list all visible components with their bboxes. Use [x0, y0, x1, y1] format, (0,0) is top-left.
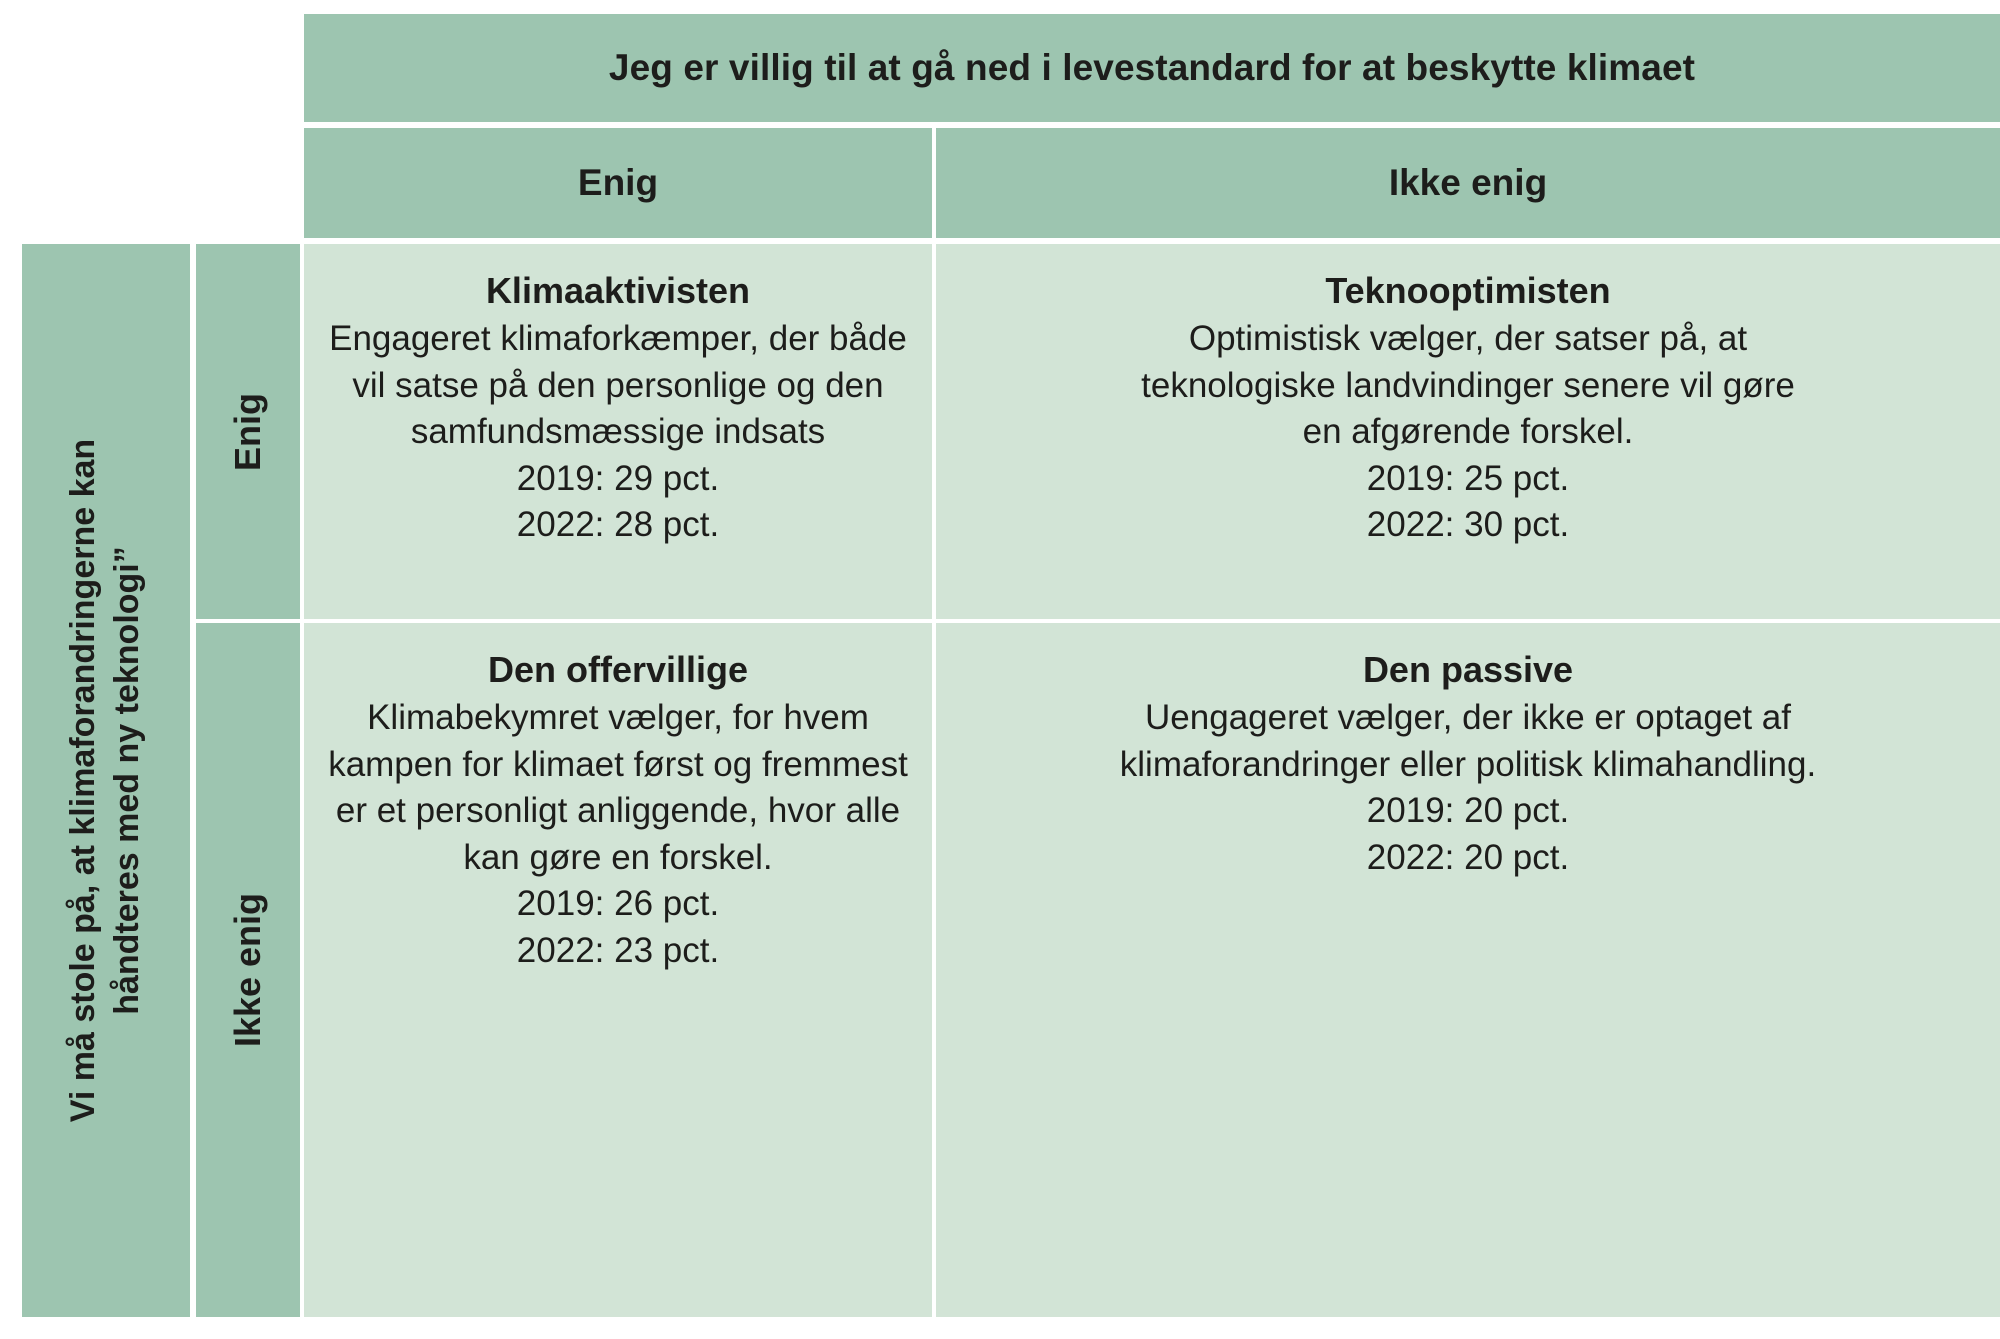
cell-title: Den offervillige: [487, 649, 749, 690]
cell-stat-2022: 2022: 23 pct.: [516, 930, 720, 970]
cell-stat-2019: 2019: 29 pct.: [516, 458, 720, 498]
matrix-cell-klimaaktivisten: [304, 244, 932, 619]
cell-description: Optimistisk vælger, der satser på, at teknologiske landvindinger senere vil gøre en afgørende forskel.: [1141, 319, 1795, 452]
row-header-ikke-enig-label: Ikke enig: [227, 892, 269, 1048]
cell-stat-2019: 2019: 25 pct.: [1366, 458, 1570, 498]
cell-stat-2022: 2022: 20 pct.: [1366, 837, 1570, 877]
row-header-enig-label: Enig: [227, 392, 268, 471]
row-axis-title: [22, 244, 190, 1317]
cell-title: Klimaaktivisten: [485, 270, 751, 311]
cell-description: Engageret klimaforkæmper, der både vil satse på den personlige og den samfundsmæssige indsats: [329, 319, 907, 452]
cell-description: Klimabekymret vælger, for hvem kampen for klimaet først og fremmest er et personligt anliggende, hvor alle kan gøre en forskel.: [328, 698, 908, 877]
column-header-ikke-enig-label: Ikke enig: [1388, 162, 1548, 203]
cell-stat-2022: 2022: 28 pct.: [516, 505, 720, 545]
column-header-ikke-enig: [936, 128, 2000, 238]
row-axis-title-line1: Vi må stole på, at klimaforandringerne kan: [64, 438, 103, 1123]
row-header-ikke-enig: [196, 623, 300, 1317]
row-axis-title-line2: håndteres med ny teknologi”: [108, 546, 146, 1015]
matrix-cell-den-passive: [936, 623, 2000, 1317]
column-header-enig: [304, 128, 932, 238]
column-axis-title-text: Jeg er villig til at gå ned i levestandard for at beskytte klimaet: [608, 47, 1696, 88]
cell-stat-2019: 2019: 26 pct.: [516, 884, 720, 924]
row-header-enig: [196, 244, 300, 619]
cell-title: Teknooptimisten: [1325, 270, 1611, 311]
column-header-enig-label: Enig: [577, 162, 659, 203]
cell-stat-2022: 2022: 30 pct.: [1366, 505, 1570, 545]
cell-description: Uengageret vælger, der ikke er optaget af klimaforandringer eller politisk klimahandling.: [1119, 698, 1817, 784]
cell-title: Den passive: [1362, 649, 1574, 690]
matrix-cell-den-offervillige: [304, 623, 932, 1317]
column-axis-title: [304, 14, 2000, 122]
cell-stat-2019: 2019: 20 pct.: [1366, 791, 1570, 831]
matrix-cell-teknooptimisten: [936, 244, 2000, 619]
row-axis-title-rotated: [62, 439, 149, 1122]
